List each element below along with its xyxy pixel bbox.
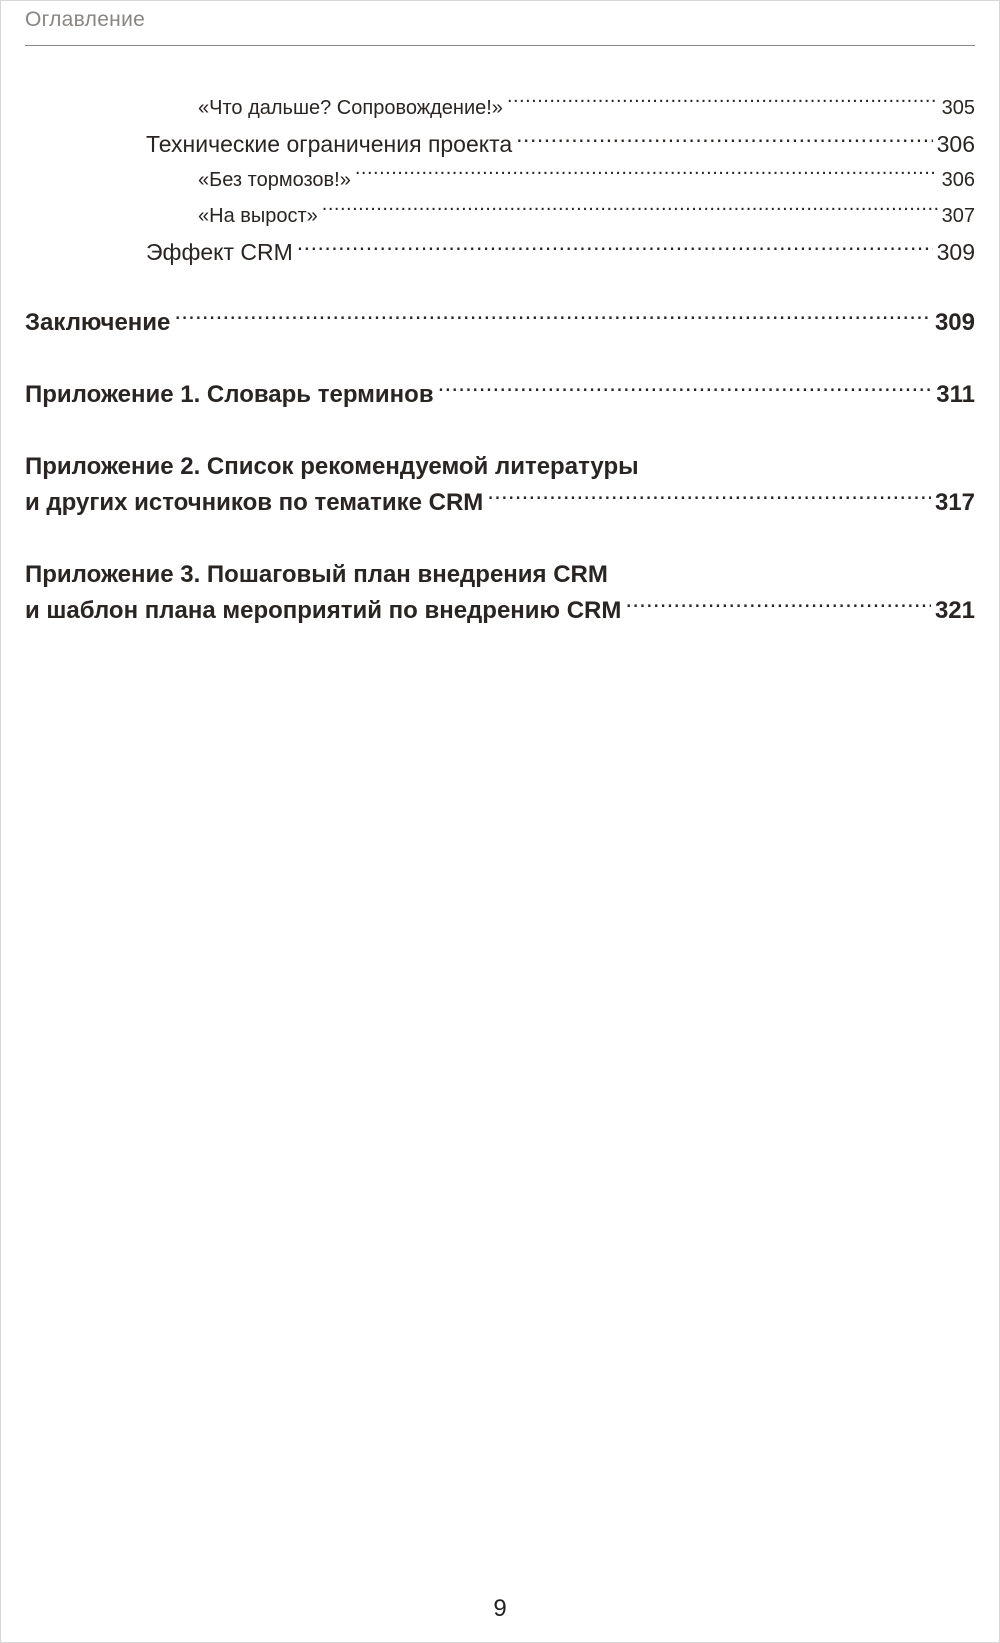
spacer <box>25 413 975 449</box>
toc-entry-title: «Без тормозов!» <box>198 169 351 191</box>
toc-entry-title: Эффект CRM <box>146 239 293 265</box>
table-of-contents <box>25 90 975 629</box>
dot-leader <box>516 129 932 152</box>
spacer <box>25 341 975 377</box>
spacer <box>25 521 975 557</box>
toc-entry-line-2 <box>25 593 975 629</box>
toc-entry-technical-limits[interactable] <box>25 126 975 162</box>
toc-entry-what-next[interactable] <box>25 90 975 126</box>
toc-entry-for-growth[interactable] <box>25 198 975 234</box>
dot-leader <box>438 378 933 402</box>
toc-entry-title: «На вырост» <box>198 205 318 227</box>
toc-entry-page: 317 <box>934 489 975 516</box>
dot-leader <box>355 166 938 186</box>
toc-entry-title-line-1: Приложение 2. Список рекомендуемой литературы <box>25 453 639 480</box>
toc-entry-title: Приложение 1. Словарь терминов <box>25 381 434 408</box>
toc-entry-page: 311 <box>936 381 975 408</box>
toc-entry-page: 305 <box>941 97 975 119</box>
toc-entry-page: 306 <box>941 169 975 191</box>
running-header: Оглавление <box>25 8 146 31</box>
toc-entry-title-line-2: и шаблон плана мероприятий по внедрению CRM <box>25 597 622 624</box>
toc-entry-crm-effect[interactable] <box>25 234 975 270</box>
toc-entry-page: 307 <box>941 205 975 227</box>
spacer <box>25 270 975 305</box>
dot-leader <box>487 486 931 510</box>
toc-entry-title-line-1: Приложение 3. Пошаговый план внедрения CRM <box>25 561 608 588</box>
toc-entry-no-brakes[interactable] <box>25 162 975 198</box>
toc-entry-appendix-2[interactable] <box>25 449 975 521</box>
toc-entry-line-2 <box>25 485 975 521</box>
dot-leader <box>174 306 931 330</box>
toc-entry-page: 309 <box>936 239 975 265</box>
toc-entry-page: 321 <box>934 597 975 624</box>
header-rule <box>25 45 975 46</box>
dot-leader <box>322 202 938 222</box>
toc-entry-page: 306 <box>936 131 975 157</box>
toc-entry-title: «Что дальше? Сопровождение!» <box>198 97 503 119</box>
toc-entry-appendix-1[interactable] <box>25 377 975 413</box>
dot-leader <box>507 94 938 114</box>
toc-entry-title: Технические ограничения проекта <box>146 131 513 157</box>
toc-entry-conclusion[interactable] <box>25 305 975 341</box>
dot-leader <box>297 237 933 260</box>
toc-entry-page: 309 <box>934 309 975 336</box>
toc-entry-title-line-2: и других источников по тематике CRM <box>25 489 484 516</box>
toc-entry-title: Заключение <box>25 309 171 336</box>
dot-leader <box>625 594 931 618</box>
toc-entry-appendix-3[interactable] <box>25 557 975 629</box>
page-number: 9 <box>493 1595 507 1622</box>
